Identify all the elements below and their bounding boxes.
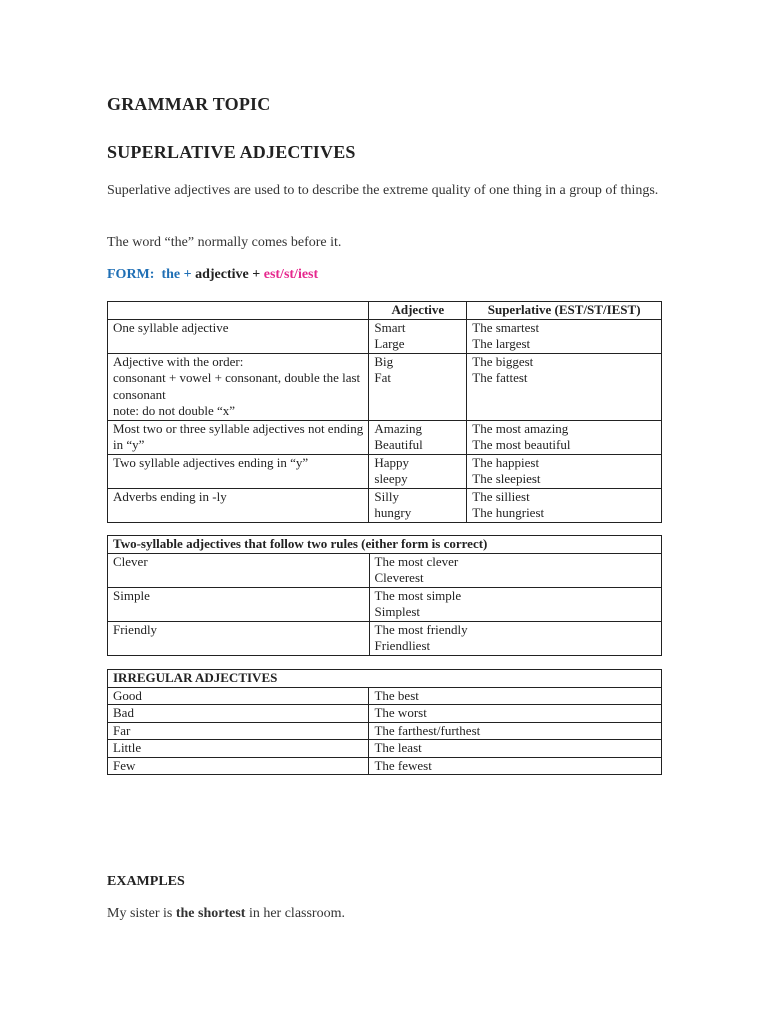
table-cell: The smartest The largest: [467, 319, 662, 353]
form-label: FORM:: [107, 267, 155, 282]
table-row: [108, 722, 662, 740]
table-cell: Big Fat: [369, 353, 467, 420]
table-header-cell: Two-syllable adjectives that follow two rules (either form is correct): [108, 536, 662, 554]
form-adjective: adjective: [195, 267, 249, 282]
irregular-adjectives-table: [107, 669, 662, 775]
table-cell: Amazing Beautiful: [369, 420, 467, 454]
table-row: [108, 740, 662, 758]
table-cell: The most amazing The most beautiful: [467, 420, 662, 454]
table-cell: The most simple Simplest: [369, 587, 661, 621]
table-cell: Most two or three syllable adjectives not ending in “y”: [108, 420, 369, 454]
form-suffix: est/st/iest: [263, 267, 319, 282]
table-row: [108, 687, 662, 705]
table-header-row: [108, 670, 662, 688]
table-row: [108, 587, 662, 621]
table-header-row: [108, 536, 662, 554]
table-cell: Few: [108, 757, 369, 775]
table-cell: The most clever Cleverest: [369, 553, 661, 587]
page-subtitle: SUPERLATIVE ADJECTIVES: [107, 142, 356, 162]
table-cell: Little: [108, 740, 369, 758]
table-cell: Happy sleepy: [369, 454, 467, 488]
table-row: [108, 488, 662, 522]
page-title: GRAMMAR TOPIC: [107, 94, 271, 114]
table-cell: The silliest The hungriest: [467, 488, 662, 522]
table-cell: One syllable adjective: [108, 319, 369, 353]
table-cell: The fewest: [369, 757, 662, 775]
example-sentence: [107, 906, 345, 922]
table-row: [108, 553, 662, 587]
example-text-after: in her classroom.: [248, 906, 345, 921]
table-cell: Clever: [108, 553, 370, 587]
table-cell: Adjective with the order: consonant + vowel + consonant, double the last consonant note: do not double “x”: [108, 353, 369, 420]
form-plus-1: +: [183, 267, 192, 282]
table-row: [108, 420, 662, 454]
form-plus-2: +: [252, 267, 261, 282]
two-rule-adjectives-table: [107, 535, 662, 656]
table-header-row: [108, 302, 662, 320]
table-header-cell: Adjective: [369, 302, 467, 320]
example-text-bold: the shortest: [175, 906, 246, 921]
table-cell: The most friendly Friendliest: [369, 621, 661, 655]
table-cell: The best: [369, 687, 662, 705]
table-header-cell: [108, 302, 369, 320]
table-row: [108, 757, 662, 775]
table-cell: Bad: [108, 705, 369, 723]
table-row: [108, 454, 662, 488]
table-cell: The biggest The fattest: [467, 353, 662, 420]
table-cell: The worst: [369, 705, 662, 723]
table-cell: Silly hungry: [369, 488, 467, 522]
table-header-cell: Superlative (EST/ST/IEST): [467, 302, 662, 320]
superlative-rules-table: [107, 301, 662, 523]
table-row: [108, 353, 662, 420]
intro-paragraph: Superlative adjectives are used to to describe the extreme quality of one thing in a group of things.: [107, 183, 659, 198]
table-row: [108, 621, 662, 655]
table-cell: Simple: [108, 587, 370, 621]
table-cell: Friendly: [108, 621, 370, 655]
table-row: [108, 705, 662, 723]
table-cell: The farthest/furthest: [369, 722, 662, 740]
table-cell: The happiest The sleepiest: [467, 454, 662, 488]
table-header-cell: IRREGULAR ADJECTIVES: [108, 670, 662, 688]
table-row: [108, 319, 662, 353]
table-cell: Good: [108, 687, 369, 705]
table-cell: Two syllable adjectives ending in “y”: [108, 454, 369, 488]
table-cell: Smart Large: [369, 319, 467, 353]
note-paragraph: The word “the” normally comes before it.: [107, 235, 342, 250]
examples-heading: EXAMPLES: [107, 874, 185, 889]
table-cell: Adverbs ending in -ly: [108, 488, 369, 522]
form-formula: [107, 267, 318, 283]
form-the: the: [161, 267, 181, 282]
example-text-before: My sister is: [107, 906, 173, 921]
table-cell: Far: [108, 722, 369, 740]
table-cell: The least: [369, 740, 662, 758]
